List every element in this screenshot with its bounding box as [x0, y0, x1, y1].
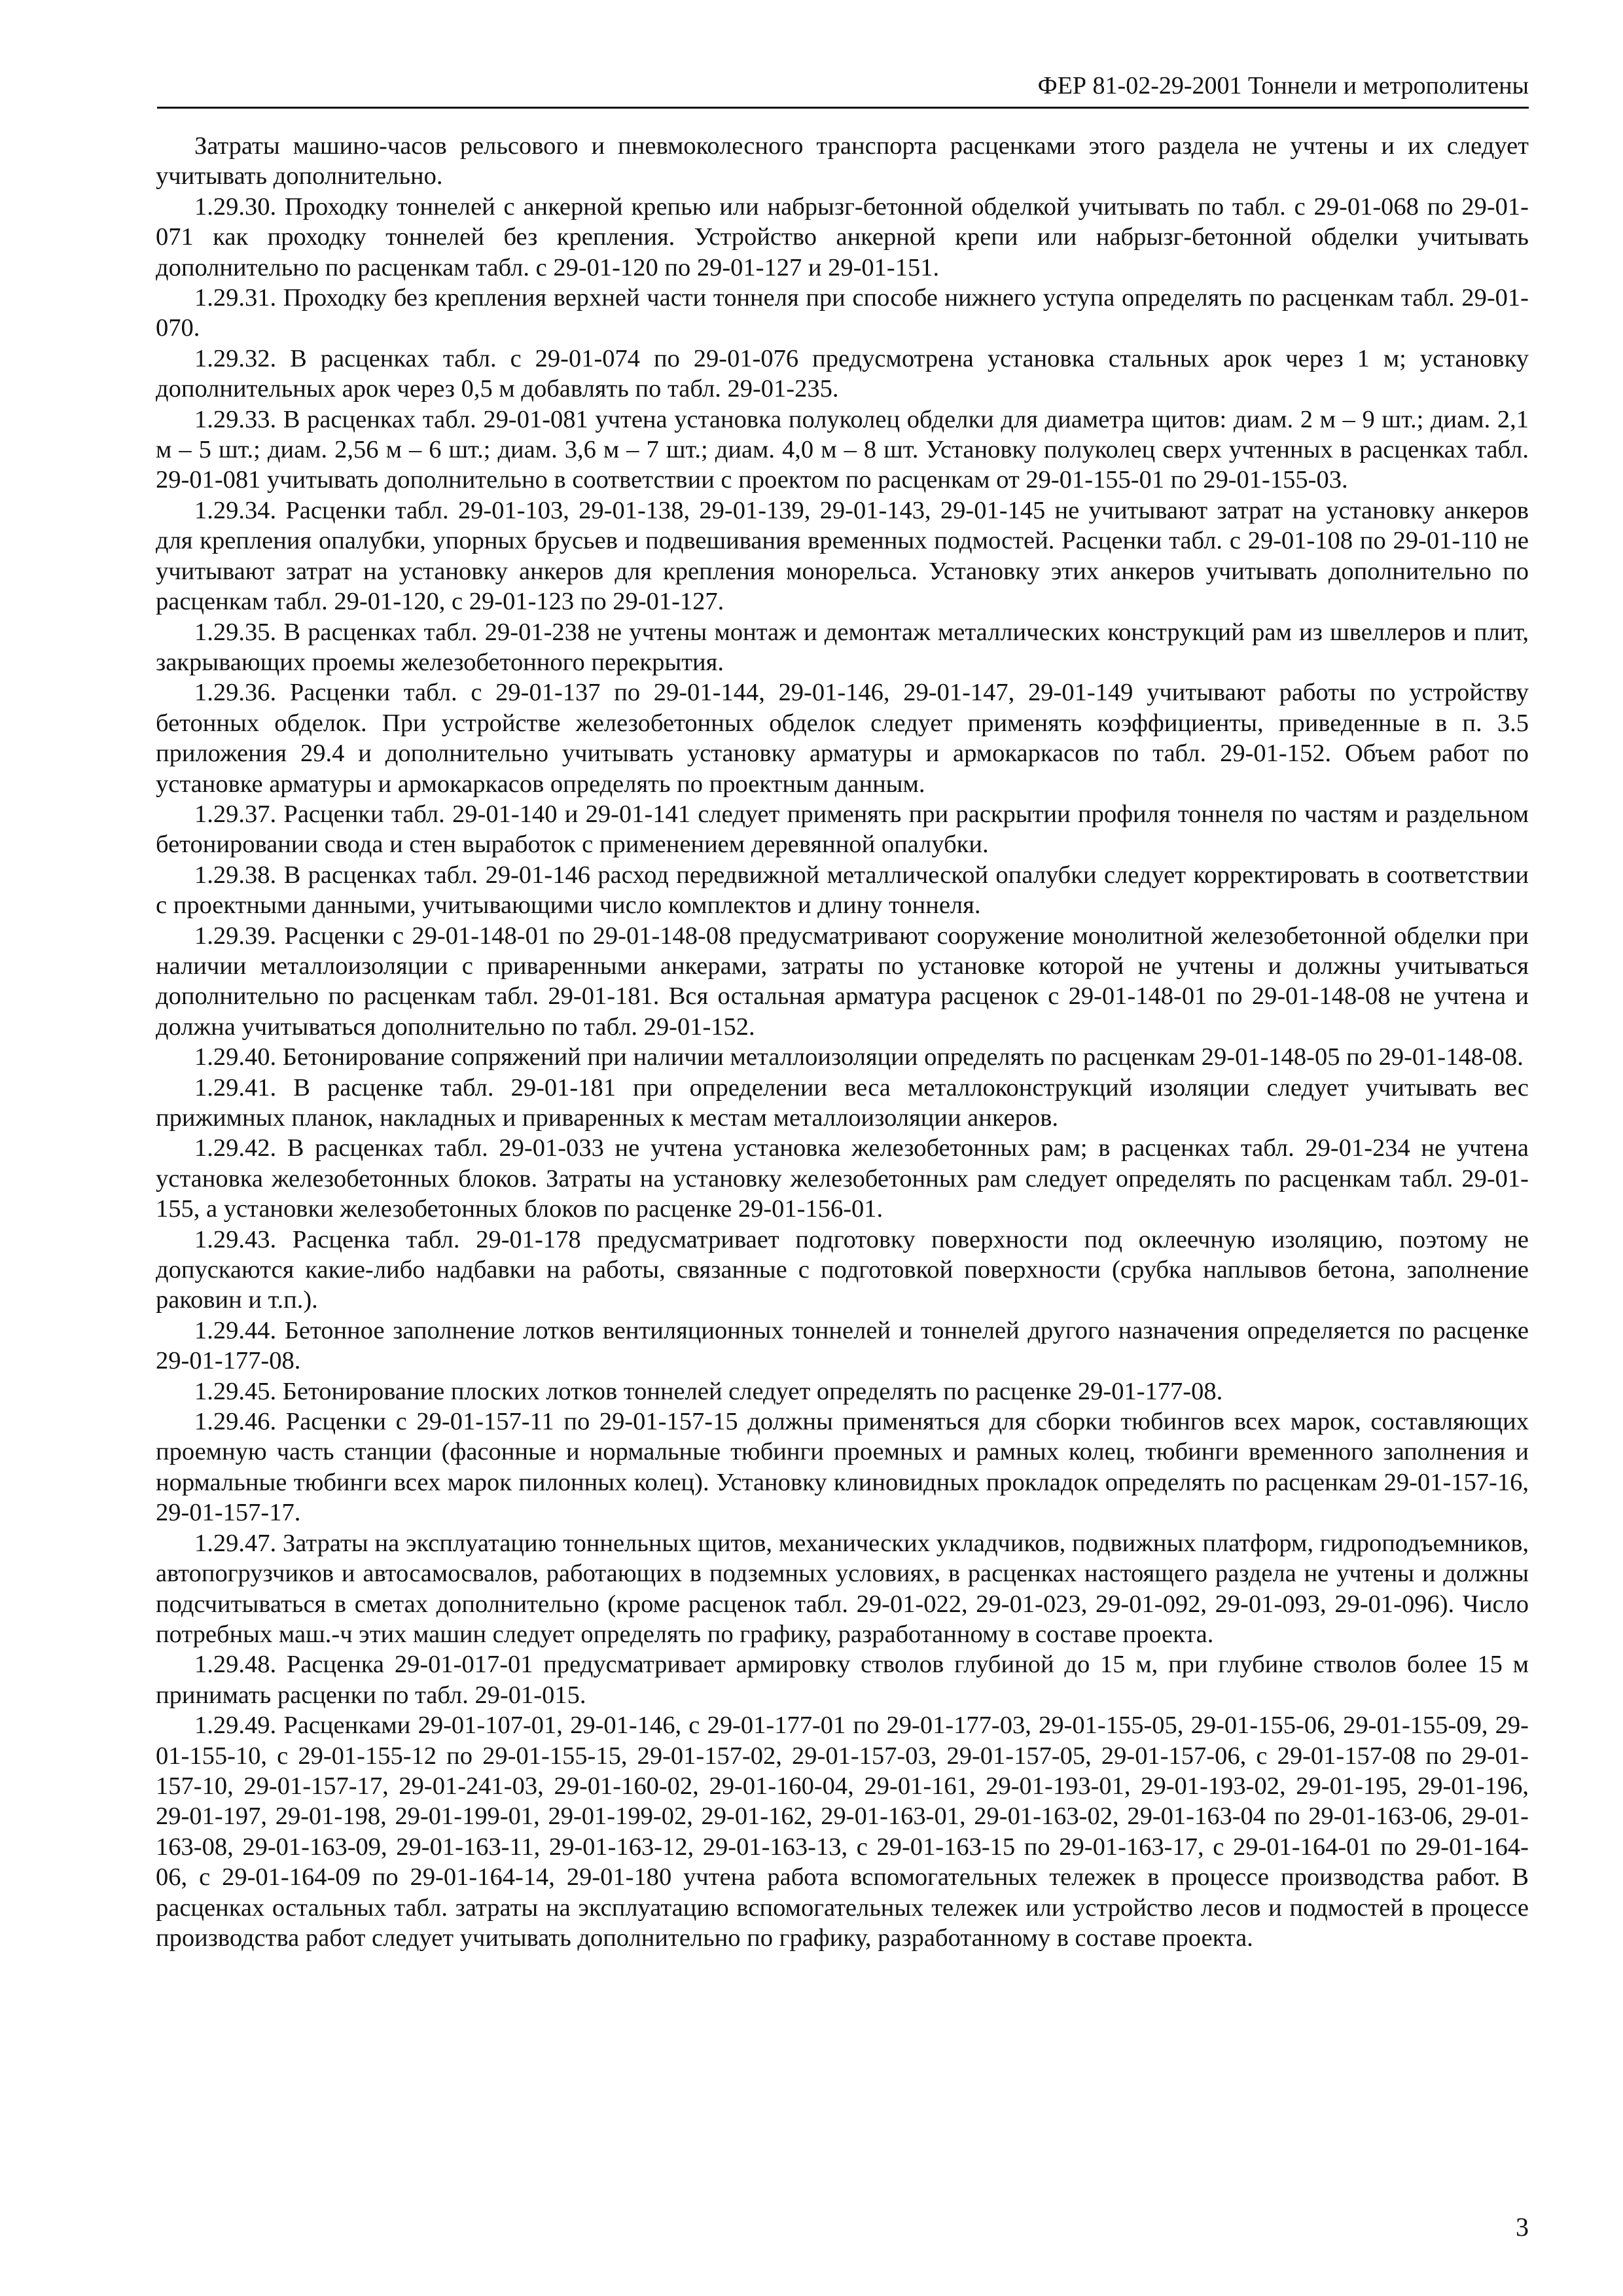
paragraph-1-29-34: 1.29.34. Расценки табл. 29-01-103, 29-01-138, 29-01-139, 29-01-143, 29-01-145 не учитывают затрат на установку анкеров для крепления опалубки, упорных брусьев и подвешивания временных подмостей. Расценки табл. с 29-01-108 по 29-01-110 не учитывают затрат на установку анкеров для крепления монорельса. Установку этих анкеров учитывать дополнительно по расценкам табл. 29-01-120, с 29-01-123 по 29-01-127.	[156, 496, 1529, 616]
paragraph-1-29-48: 1.29.48. Расценка 29-01-017-01 предусматривает армировку стволов глубиной до 15 м, при глубине стволов более 15 м принимать расценки по табл. 29-01-015.	[156, 1651, 1529, 1709]
paragraph-1-29-32: 1.29.32. В расценках табл. с 29-01-074 по 29-01-076 предусмотрена установка стальных арок через 1 м; установку дополнительных арок через 0,5 м добавлять по табл. 29-01-235.	[156, 344, 1529, 403]
paragraph-1-29-33: 1.29.33. В расценках табл. 29-01-081 учтена установка полуколец обделки для диаметра щитов: диам. 2 м – 9 шт.; диам. 2,1 м – 5 шт.; диам. 2,56 м – 6 шт.; диам. 3,6 м – 7 шт.; диам. 4,0 м – 8 шт. Установку полуколец сверх учтенных в расценках табл. 29-01-081 учитывать дополнительно в соответствии с проектом по расценкам от 29-01-155-01 по 29-01-155-03.	[156, 405, 1529, 494]
paragraph-1-29-47: 1.29.47. Затраты на эксплуатацию тоннельных щитов, механических укладчиков, подвижных платформ, гидроподъемников, автопогрузчиков и автосамосвалов, работающих в подземных условиях, в расценках настоящего раздела не учтены и должны подсчитываться в сметах дополнительно (кроме расценок табл. 29-01-022, 29-01-023, 29-01-092, 29-01-093, 29-01-096). Число потребных маш.-ч этих машин следует определять по графику, разработанному в составе проекта.	[156, 1529, 1529, 1648]
paragraph-1-29-39: 1.29.39. Расценки с 29-01-148-01 по 29-01-148-08 предусматривают сооружение монолитной железобетонной обделки при наличии металлоизоляции с приваренными анкерами, затраты по установке которой не учтены и должны учитываться дополнительно по расценкам табл. 29-01-181. Вся остальная арматура расценок с 29-01-148-01 по 29-01-148-08 не учтена и должна учитываться дополнительно по табл. 29-01-152.	[156, 922, 1529, 1041]
paragraph-1-29-43: 1.29.43. Расценка табл. 29-01-178 предусматривает подготовку поверхности под оклеечную изоляцию, поэтому не допускаются какие-либо надбавки на работы, связанные с подготовкой поверхности (срубка наплывов бетона, заполнение раковин и т.п.).	[156, 1225, 1529, 1314]
page-header	[157, 65, 1529, 109]
paragraph-1-29-45: 1.29.45. Бетонирование плоских лотков тоннелей следует определять по расценке 29-01-177-08.	[194, 1377, 1223, 1405]
header-title: ФЕР 81-02-29-2001 Тоннели и метрополитены	[1037, 72, 1529, 99]
paragraph-1-29-49: 1.29.49. Расценками 29-01-107-01, 29-01-146, с 29-01-177-01 по 29-01-177-03, 29-01-155-05, 29-01-155-06, 29-01-155-09, 29-01-155-10, с 29-01-155-12 по 29-01-155-15, 29-01-157-02, 29-01-157-03, 29-01-157-05, 29-01-157-06, с 29-01-157-08 по 29-01-157-10, 29-01-157-17, 29-01-241-03, 29-01-160-02, 29-01-160-04, 29-01-161, 29-01-193-01, 29-01-193-02, 29-01-195, 29-01-196, 29-01-197, 29-01-198, 29-01-199-01, 29-01-199-02, 29-01-162, 29-01-163-01, 29-01-163-02, 29-01-163-04 по 29-01-163-06, 29-01-163-08, 29-01-163-09, 29-01-163-11, 29-01-163-12, 29-01-163-13, с 29-01-163-15 по 29-01-163-17, с 29-01-164-01 по 29-01-164-06, с 29-01-164-09 по 29-01-164-14, 29-01-180 учтена работа вспомогательных тележек в процессе производства работ. В расценках остальных табл. затраты на эксплуатацию вспомогательных тележек или устройство лесов и подмостей в процессе производства работ следует учитывать дополнительно по графику, разработанному в составе проекта.	[156, 1712, 1529, 1952]
paragraph-1-29-35: 1.29.35. В расценках табл. 29-01-238 не учтены монтаж и демонтаж металлических конструкций рам из швеллеров и плит, закрывающих проемы железобетонного перекрытия.	[156, 618, 1529, 676]
paragraph-1-29-36: 1.29.36. Расценки табл. с 29-01-137 по 29-01-144, 29-01-146, 29-01-147, 29-01-149 учитывают работы по устройству бетонных обделок. При устройстве железобетонных обделок следует применять коэффициенты, приведенные в п. 3.5 приложения 29.4 и дополнительно учитывать установку арматуры и армокаркасов по табл. 29-01-152. Объем работ по установке арматуры и армокаркасов определять по проектным данным.	[156, 679, 1529, 798]
paragraph-intro: Затраты машино-часов рельсового и пневмоколесного транспорта расценками этого раздела не учтены и их следует учитывать дополнительно.	[156, 132, 1529, 190]
paragraph-1-29-44: 1.29.44. Бетонное заполнение лотков вентиляционных тоннелей и тоннелей другого назначения определяется по расценке 29-01-177-08.	[156, 1316, 1529, 1375]
paragraph-1-29-40: 1.29.40. Бетонирование сопряжений при наличии металлоизоляции определять по расценкам 29-01-148-05 по 29-01-148-08.	[194, 1043, 1524, 1071]
paragraph-1-29-46: 1.29.46. Расценки с 29-01-157-11 по 29-01-157-15 должны применяться для сборки тюбингов всех марок, составляющих проемную часть станции (фасонные и нормальные тюбинги проемных и рамных колец, тюбинги временного заполнения и нормальные тюбинги всех марок пилонных колец). Установку клиновидных прокладок определять по расценкам 29-01-157-16, 29-01-157-17.	[156, 1408, 1529, 1527]
page-number: 3	[1516, 2212, 1529, 2242]
paragraph-1-29-37: 1.29.37. Расценки табл. 29-01-140 и 29-01-141 следует применять при раскрытии профиля тоннеля по частям и раздельном бетонировании свода и стен выработок с применением деревянной опалубки.	[156, 800, 1529, 859]
paragraph-1-29-30: 1.29.30. Проходку тоннелей с анкерной крепью или набрызг-бетонной обделкой учитывать по табл. с 29-01-068 по 29-01-071 как проходку тоннелей без крепления. Устройство анкерной крепи или набрызг-бетонной обделки учитывать дополнительно по расценкам табл. с 29-01-120 по 29-01-127 и 29-01-151.	[156, 192, 1529, 281]
paragraph-1-29-38: 1.29.38. В расценках табл. 29-01-146 расход передвижной металлической опалубки следует корректировать в соответствии с проектными данными, учитывающими число комплектов и длину тоннеля.	[156, 861, 1529, 920]
document-body	[156, 131, 1529, 1953]
paragraph-1-29-31: 1.29.31. Проходку без крепления верхней части тоннеля при способе нижнего уступа определять по расценкам табл. 29-01-070.	[156, 284, 1529, 342]
paragraph-1-29-42: 1.29.42. В расценках табл. 29-01-033 не учтена установка железобетонных рам; в расценках табл. 29-01-234 не учтена установка железобетонных блоков. Затраты на установку железобетонных рам следует определять по расценкам табл. 29-01-155, а установки железобетонных блоков по расценке 29-01-156-01.	[156, 1134, 1529, 1223]
paragraph-1-29-41: 1.29.41. В расценке табл. 29-01-181 при определении веса металлоконструкций изоляции следует учитывать вес прижимных планок, накладных и приваренных к местам металлоизоляции анкеров.	[156, 1073, 1529, 1132]
